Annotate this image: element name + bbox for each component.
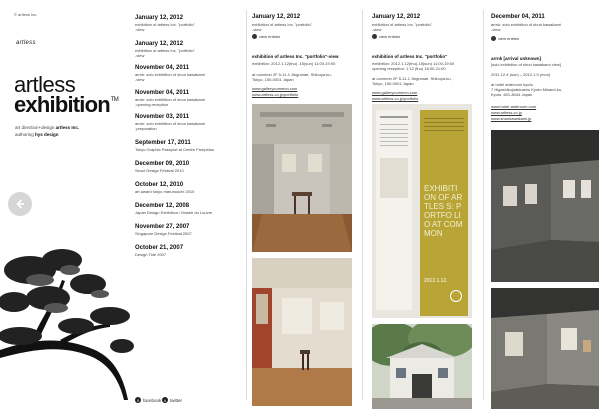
- column-subtitle-line2: -view: [491, 27, 501, 32]
- column-subtitle-line1: exhibition of artless Inc. "portfolio": [372, 22, 432, 27]
- entry-desc: exhibition of artless Inc. "portfolio": [135, 48, 195, 53]
- entry-schedule: [372, 61, 454, 71]
- venue-line1: at common 2F 5-11-1 Jingumae, Shibuya-ku,: [252, 72, 332, 77]
- poster-photo[interactable]: [372, 104, 472, 318]
- column-subtitle-line1: arrnk: solo exhibition of shun kawakami: [491, 22, 561, 27]
- view-entries-label: view entries: [498, 36, 520, 41]
- list-item[interactable]: [135, 223, 245, 236]
- entry-desc: Seoul Design Festival 2010: [135, 168, 184, 173]
- view-entries-label: view entries: [379, 34, 401, 39]
- list-item[interactable]: [135, 160, 245, 173]
- venue-line2: Tokyo, 150-0001 Japan: [372, 81, 414, 87]
- tagline-prefix: art direction+design: [15, 125, 55, 130]
- entry-desc-sub: -preparation: [135, 126, 157, 131]
- entry-title: exhibition of artless Inc. "portfolio": [372, 54, 448, 59]
- schedule-line2: opening reception: 1.12 (thu) 18:00-21:00: [372, 66, 446, 72]
- entry-desc-sub: -view: [135, 53, 145, 58]
- column-divider: [483, 10, 484, 400]
- tagline: [15, 124, 79, 138]
- entry-date: November 03, 2011: [135, 114, 190, 120]
- poster-seal: [450, 290, 462, 302]
- portfolio-link[interactable]: www.artless.co.jp/portfolio: [372, 96, 419, 101]
- entry-desc: Tokyo Graphic Passport at Centre Pompidou: [135, 147, 215, 152]
- gallery-link[interactable]: www.gallerycommon.com: [372, 90, 418, 95]
- venue-photo[interactable]: [372, 324, 472, 409]
- entry-date: October 21, 2007: [135, 245, 184, 251]
- poster-sheet-right: [420, 110, 468, 316]
- entry-date: November 04, 2011: [135, 90, 190, 96]
- entry-date: January 12, 2012: [135, 15, 184, 21]
- entry-date: December 09, 2010: [135, 161, 190, 167]
- twitter-icon: t: [162, 397, 168, 403]
- entry-note: [solo exhibition of shun kawakami view]: [491, 62, 561, 67]
- column-date: December 04, 2011: [491, 14, 545, 20]
- list-item[interactable]: [135, 64, 245, 82]
- entry-venue: [252, 72, 332, 82]
- list-item[interactable]: [135, 202, 245, 215]
- pine-tree-illustration: [0, 240, 135, 405]
- venue-line3: Kyoto, 601-8044 Japan: [491, 92, 533, 98]
- trademark-mark: TM: [110, 97, 118, 103]
- shunkawakami-link[interactable]: www.shunkawakami.jp: [491, 116, 532, 121]
- plus-circle-icon: [372, 34, 377, 39]
- poster-headline: EXHIBITI ON OF ARTLES S: PORTFO LIO AT COMMON: [424, 184, 463, 238]
- entry-venue: [491, 82, 562, 98]
- prev-arrow-button[interactable]: [8, 192, 32, 216]
- column-subtitle: [491, 22, 561, 32]
- entry-date: October 12, 2010: [135, 182, 184, 188]
- list-item[interactable]: [135, 244, 245, 257]
- list-item[interactable]: [135, 14, 245, 32]
- entry-date: November 27, 2007: [135, 224, 190, 230]
- view-entries-link[interactable]: [372, 34, 400, 39]
- view-entries-label: view entries: [259, 34, 281, 39]
- column-date: January 12, 2012: [372, 14, 421, 20]
- column-divider: [362, 10, 363, 400]
- view-entries-link[interactable]: [491, 36, 519, 41]
- tagline-line2-prefix: authoring: [15, 132, 34, 137]
- list-item[interactable]: [135, 40, 245, 58]
- entry-date: September 17, 2011: [135, 140, 191, 146]
- entry-schedule: 2011.12.4 (sun) – 2012.1.9 (mon): [491, 72, 551, 77]
- entry-desc: arrnk: solo exhibition of shun kawakami: [135, 72, 205, 77]
- entry-date: November 04, 2011: [135, 65, 190, 71]
- portfolio-link[interactable]: www.artless.co.jp/portfolio: [252, 92, 299, 97]
- poster-sheet-left: [376, 110, 412, 310]
- entry-desc: Singapore Design Festival 2007: [135, 231, 192, 236]
- schedule-line1: exhibition: 2012.1.12(thu)-15(sun) 11:00-19:00: [372, 61, 455, 66]
- plus-circle-icon: [252, 34, 257, 39]
- entry-date: January 12, 2012: [135, 41, 184, 47]
- entry-desc: arrnk: solo exhibition of shun kawakami: [135, 97, 205, 102]
- copyright-text: © artless Inc.: [14, 12, 38, 17]
- hotel-link[interactable]: www.hotel-anteroom.com: [491, 104, 537, 109]
- site-title-line1: artless: [14, 72, 76, 97]
- gallery-photo-3[interactable]: [491, 130, 599, 282]
- gallery-photo-1[interactable]: [252, 104, 352, 252]
- column-subtitle-line1: exhibition of artless Inc. "portfolio": [252, 22, 312, 27]
- column-date: January 12, 2012: [252, 14, 301, 20]
- venue-line1: at common 2F 5-11-1 Jingumae, Shibuya-ku,: [372, 76, 452, 81]
- entry-desc: exhibition of artless Inc. "portfolio": [135, 22, 195, 27]
- column-subtitle-line2: -view: [252, 27, 262, 32]
- column-divider: [246, 10, 247, 400]
- column-subtitle-line2: -view: [372, 27, 382, 32]
- gallery-photo-4[interactable]: [491, 288, 599, 409]
- site-title-word: exhibition: [14, 92, 110, 117]
- list-item[interactable]: [135, 89, 245, 107]
- logo-mark[interactable]: artless: [16, 40, 36, 46]
- detail-column-2: [372, 0, 476, 409]
- gallery-photo-2[interactable]: [252, 258, 352, 406]
- entry-desc-sub: -view: [135, 27, 145, 32]
- artless-link[interactable]: www.artless.co.jp: [491, 110, 522, 115]
- venue-line2: 7 Higashikujoakirasho Kyoto Minami-ku,: [491, 87, 563, 93]
- venue-line2: Tokyo, 150-0001 Japan: [252, 77, 294, 83]
- arrow-left-icon: [14, 198, 26, 210]
- plus-circle-icon: [491, 36, 496, 41]
- list-item[interactable]: [135, 113, 245, 131]
- entry-schedule: exhibition: 2012.1.12(thu) -15(sun) 11:00-19:00: [252, 61, 336, 66]
- entry-date: December 12, 2008: [135, 203, 190, 209]
- site-title-line2: [14, 94, 117, 116]
- detail-column-3: [491, 0, 599, 409]
- poster-date: 2012.1.12.: [424, 278, 448, 284]
- venue-line1: at hotel anteroom kyoto: [491, 82, 533, 87]
- entry-desc-sub: -view: [135, 77, 145, 82]
- twitter-label: twitter: [170, 397, 183, 403]
- tagline-author: hys design: [35, 132, 59, 137]
- entry-desc: Design Tide 2007: [135, 252, 167, 257]
- entries-list: [135, 0, 245, 409]
- tagline-company: artless Inc.: [55, 125, 80, 130]
- column-subtitle: [252, 22, 312, 32]
- gallery-link[interactable]: www.gallerycommon.com: [252, 86, 298, 91]
- entry-desc: art award tokyo marunouchi 2010: [135, 189, 195, 194]
- list-item[interactable]: [135, 139, 245, 152]
- entry-desc: arrnk: solo exhibition of shun kawakami: [135, 121, 205, 126]
- entry-desc: Japan Design Exhibition / Musée du Louvre: [135, 210, 213, 215]
- column-subtitle: [372, 22, 432, 32]
- detail-column-1: [252, 0, 356, 409]
- entry-title: exhibition of artless Inc. "portfolio"-view: [252, 54, 339, 59]
- facebook-label: facebook: [143, 397, 162, 403]
- entry-desc-sub: -opening reception: [135, 102, 169, 107]
- entry-venue: [372, 76, 452, 86]
- entry-title: arrnk [arrival unknown]: [491, 56, 542, 61]
- view-entries-link[interactable]: [252, 34, 280, 39]
- facebook-icon: f: [135, 397, 141, 403]
- list-item[interactable]: [135, 181, 245, 194]
